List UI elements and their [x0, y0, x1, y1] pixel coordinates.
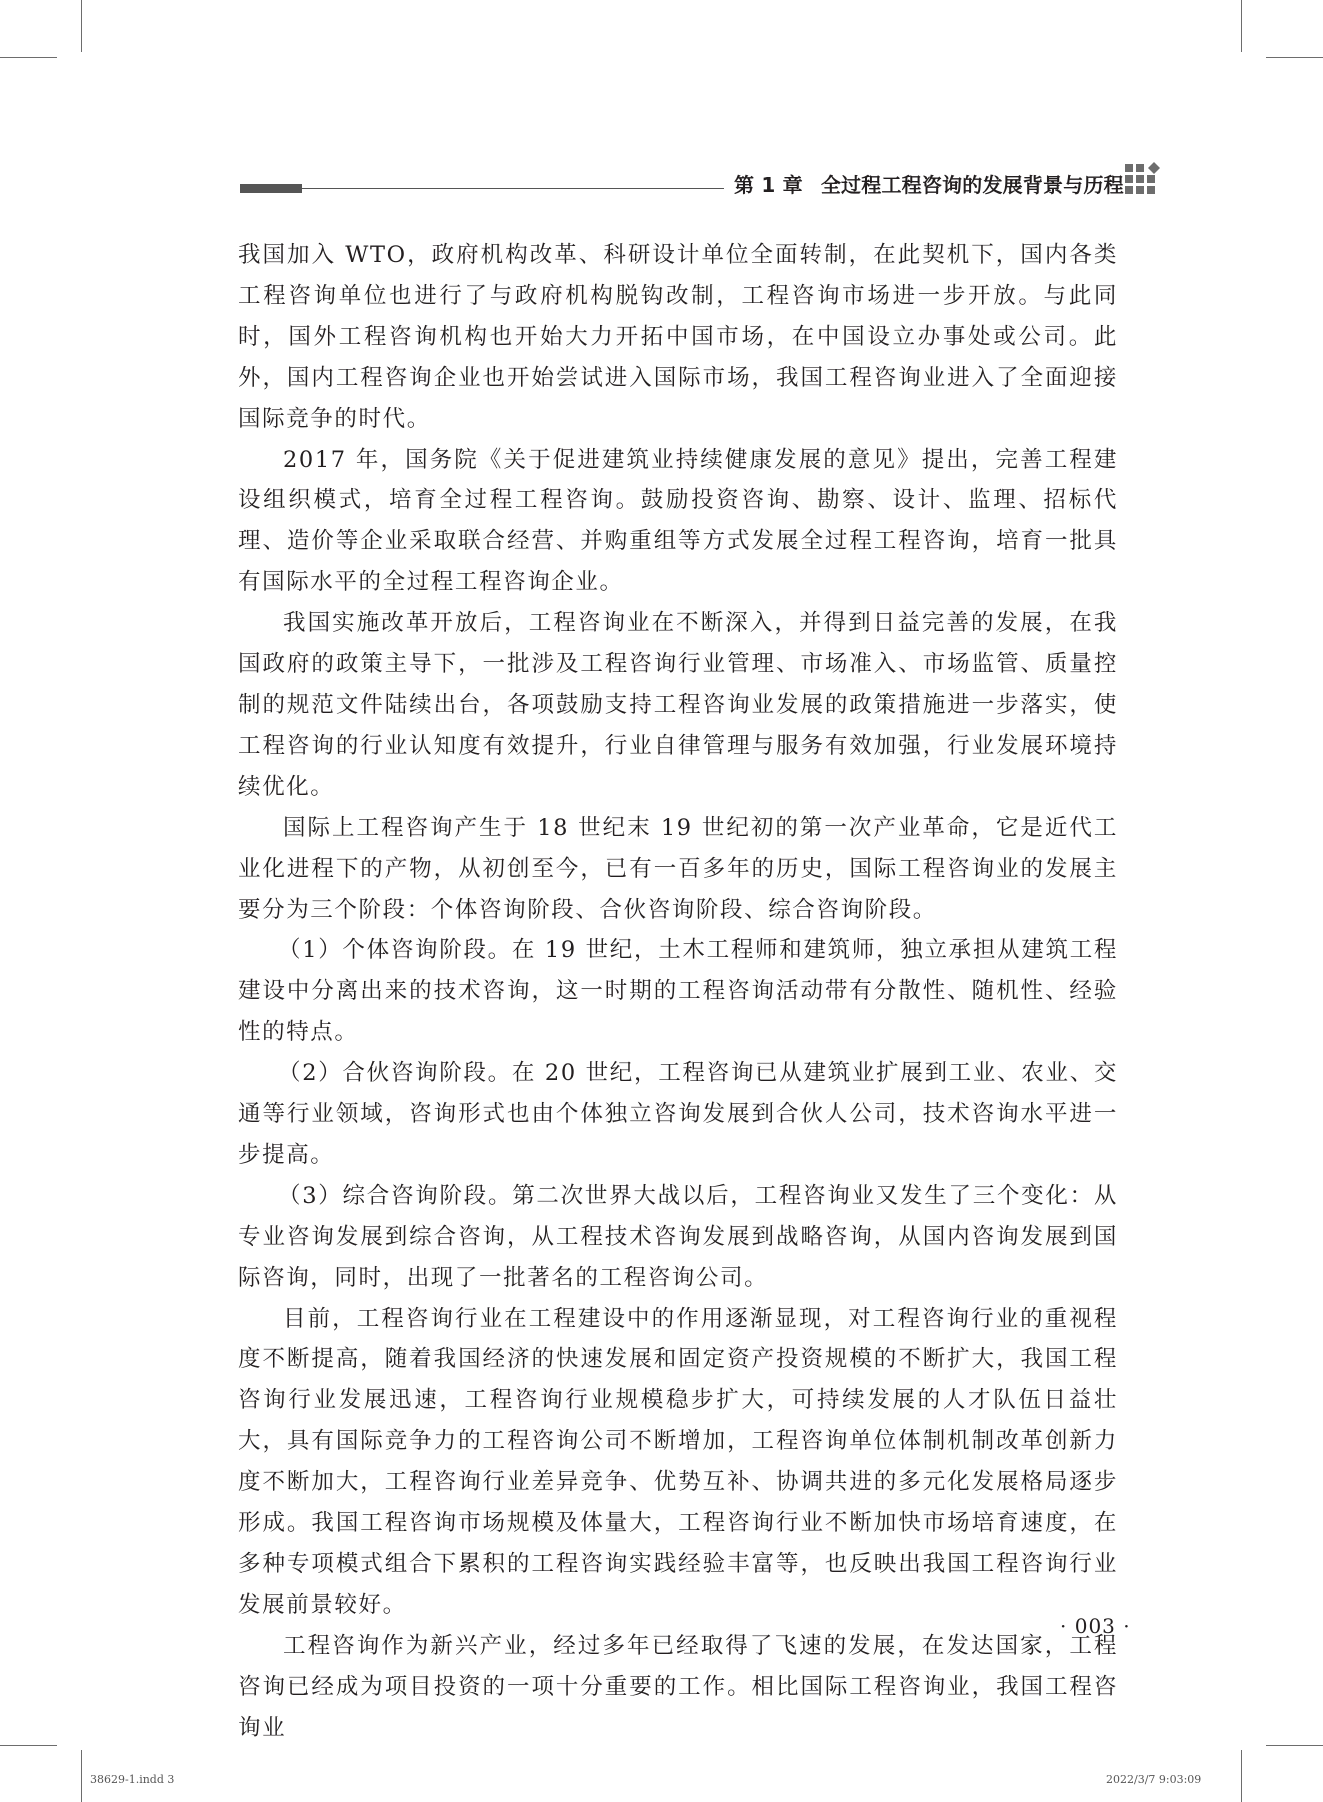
paragraph: （1）个体咨询阶段。在 19 世纪，土木工程师和建筑师，独立承担从建筑工程建设中分离出来的技术咨询，这一时期的工程咨询活动带有分散性、随机性、经验性的特点。 — [238, 937, 1118, 1046]
crop-mark-top-left-v — [81, 0, 82, 52]
crop-mark-bottom-right-h — [1266, 1745, 1323, 1746]
slug-timestamp: 2022/3/7 9:03:09 — [1106, 1773, 1202, 1786]
grid-diamond-icon — [1124, 160, 1164, 196]
running-header — [734, 170, 1124, 200]
paragraph: 国际上工程咨询产生于 18 世纪末 19 世纪初的第一次产业革命，它是近代工业化进程下的产物，从初创至今，已有一百多年的历史，国际工程咨询业的发展主要分为三个阶段：个体咨询阶段、合伙咨询阶段、综合咨询阶段。 — [238, 814, 1118, 923]
chapter-title: 全过程工程咨询的发展背景与历程 — [820, 173, 1124, 197]
paragraph: 我国加入 WTO，政府机构改革、科研设计单位全面转制，在此契机下，国内各类工程咨询单位也进行了与政府机构脱钩改制，工程咨询市场进一步开放。与此同时，国外工程咨询机构也开始大力开拓中国市场，在中国设立办事处或公司。此外，国内工程咨询企业也开始尝试进入国际市场，我国工程咨询业进入了全面迎接国际竞争的时代。 — [238, 242, 1118, 432]
paragraph: 工程咨询作为新兴产业，经过多年已经取得了飞速的发展，在发达国家，工程咨询已经成为项目投资的一项十分重要的工作。相比国际工程咨询业，我国工程咨询业 — [238, 1632, 1118, 1741]
crop-mark-top-right-v — [1241, 0, 1242, 52]
chapter-number: 第 1 章 — [734, 173, 803, 197]
crop-mark-top-right-h — [1266, 57, 1323, 58]
page-number: · 003 · — [1060, 1614, 1131, 1638]
crop-mark-bottom-left-v — [81, 1750, 82, 1802]
crop-mark-top-left-h — [0, 57, 57, 58]
paragraph: 2017 年，国务院《关于促进建筑业持续健康发展的意见》提出，完善工程建设组织模式，培育全过程工程咨询。鼓励投资咨询、勘察、设计、监理、招标代理、造价等企业采取联合经营、并购重组等方式发展全过程工程咨询，培育一批具有国际水平的全过程工程咨询企业。 — [238, 446, 1118, 596]
crop-mark-bottom-left-h — [0, 1745, 57, 1746]
slug-filename: 38629-1.indd 3 — [90, 1773, 175, 1786]
paragraph: （2）合伙咨询阶段。在 20 世纪，工程咨询已从建筑业扩展到工业、农业、交通等行业领域，咨询形式也由个体独立咨询发展到合伙人公司，技术咨询水平进一步提高。 — [238, 1060, 1118, 1168]
paragraph: 我国实施改革开放后，工程咨询业在不断深入，并得到日益完善的发展，在我国政府的政策主导下，一批涉及工程咨询行业管理、市场准入、市场监管、质量控制的规范文件陆续出台，各项鼓励支持工程咨询业发展的政策措施进一步落实，使工程咨询的行业认知度有效提升，行业自律管理与服务有效加强，行业发展环境持续优化。 — [238, 610, 1118, 800]
paragraph: 目前，工程咨询行业在工程建设中的作用逐渐显现，对工程咨询行业的重视程度不断提高，随着我国经济的快速发展和固定资产投资规模的不断扩大，我国工程咨询行业发展迅速，工程咨询行业规模稳步扩大，可持续发展的人才队伍日益壮大，具有国际竞争力的工程咨询公司不断增加，工程咨询单位体制机制改革创新力度不断加大，工程咨询行业差异竞争、优势互补、协调共进的多元化发展格局逐步形成。我国工程咨询市场规模及体量大，工程咨询行业不断加快市场培育速度，在多种专项模式组合下累积的工程咨询实践经验丰富等，也反映出我国工程咨询行业发展前景较好。 — [238, 1305, 1118, 1618]
crop-mark-bottom-right-v — [1241, 1750, 1242, 1802]
body-text — [238, 235, 1118, 1749]
paragraph: （3）综合咨询阶段。第二次世界大战以后，工程咨询业又发生了三个变化：从专业咨询发展到综合咨询，从工程技术咨询发展到战略咨询，从国内咨询发展到国际咨询，同时，出现了一批著名的工程咨询公司。 — [238, 1182, 1118, 1291]
header-rule-thin — [302, 188, 724, 189]
header-rule-thick — [240, 184, 302, 193]
